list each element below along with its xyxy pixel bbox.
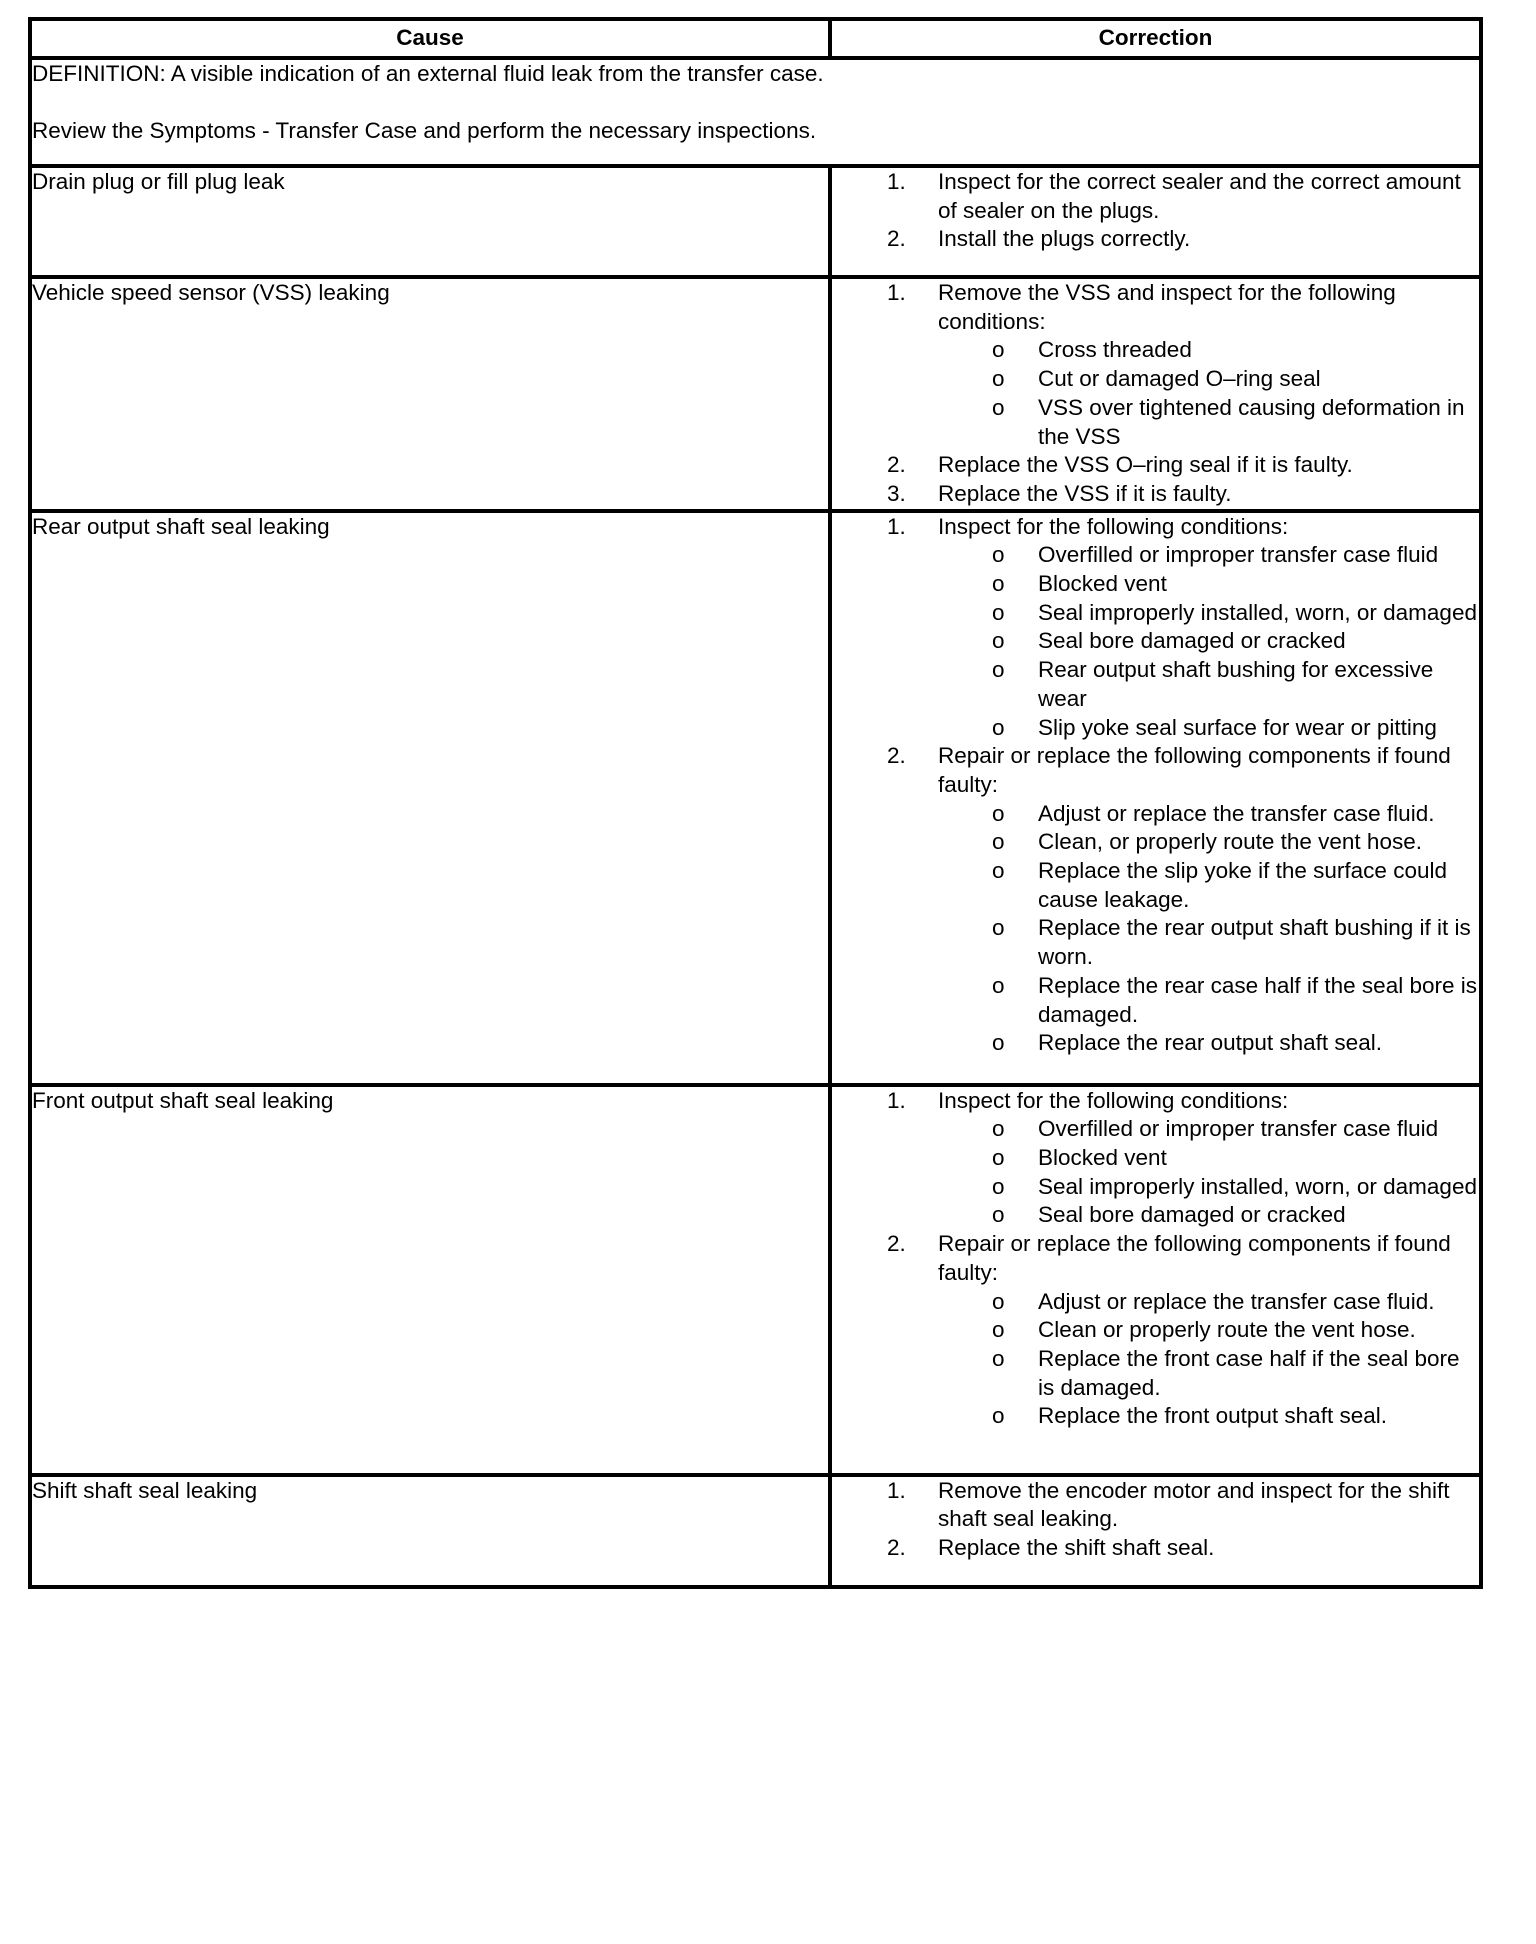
correction-step [832,279,1479,336]
definition-row [30,58,1481,166]
bullet-text: Replace the front case half if the seal bore is damaged. [1038,1345,1460,1400]
step-number: 2. [887,1535,906,1561]
bullet-icon: o [992,1345,1005,1371]
bullet-text: Replace the rear output shaft bushing if it is worn. [1038,915,1471,970]
step-text: Inspect for the following conditions: [938,1087,1289,1113]
bullet-text: Replace the rear case half if the seal bore is damaged. [1038,972,1477,1027]
step-number: 2. [887,1231,906,1257]
bullet-icon: o [992,972,1005,998]
correction-step [832,225,1479,254]
bullet-text: Blocked vent [1038,571,1167,597]
cause-cell: Front output shaft seal leaking [30,1085,830,1475]
bullet-item [832,1144,1479,1173]
bullet-icon: o [992,394,1005,420]
step-number: 1. [887,1087,906,1113]
step-text: Repair or replace the following components if found faulty: [938,743,1451,797]
correction-cell [830,1475,1481,1587]
bullet-icon: o [992,829,1005,855]
bullet-text: Adjust or replace the transfer case fluid. [1038,800,1435,826]
bullet-item [832,365,1479,394]
correction-cell [830,166,1481,277]
correction-step [832,1087,1479,1116]
correction-cell [830,511,1481,1085]
bullet-text: Overfilled or improper transfer case fluid [1038,1116,1439,1142]
bullet-icon: o [992,915,1005,941]
bullet-icon: o [992,1030,1005,1056]
bullet-item [832,1288,1479,1317]
bullet-item [832,1173,1479,1202]
cause-cell: Vehicle speed sensor (VSS) leaking [30,277,830,511]
bullet-icon: o [992,1116,1005,1142]
bullet-item [832,714,1479,743]
correction-step [832,1230,1479,1287]
bullet-text: Blocked vent [1038,1145,1167,1171]
review-text: Review the Symptoms - Transfer Case and perform the necessary inspections. [32,118,817,144]
bullet-icon: o [992,1145,1005,1171]
bullet-text: Clean or properly route the vent hose. [1038,1317,1416,1343]
step-number: 1. [887,169,906,194]
correction-step [832,513,1479,542]
bullet-item [832,828,1479,857]
step-number: 2. [887,743,906,769]
table-row [30,166,1481,277]
step-text: Replace the shift shaft seal. [938,1535,1215,1561]
bullet-text: Replace the front output shaft seal. [1038,1403,1387,1429]
step-text: Remove the encoder motor and inspect for the shift shaft seal leaking. [938,1477,1450,1532]
bullet-item [832,599,1479,628]
bullet-text: Replace the rear output shaft seal. [1038,1030,1382,1056]
correction-step [832,742,1479,799]
bullet-item [832,570,1479,599]
bullet-icon: o [992,1202,1005,1228]
bullet-text: Rear output shaft bushing for excessive wear [1038,657,1434,711]
bullet-text: Slip yoke seal surface for wear or pitting [1038,714,1437,740]
bullet-icon: o [992,542,1005,568]
header-cause: Cause [30,19,830,58]
bullet-item [832,914,1479,971]
bullet-text: Cross threaded [1038,337,1192,363]
correction-step [832,480,1479,509]
bullet-item [832,336,1479,365]
bullet-item [832,541,1479,570]
bullet-item [832,972,1479,1029]
step-number: 3. [887,480,906,506]
bullet-icon: o [992,628,1005,654]
step-text: Repair or replace the following components if found faulty: [938,1231,1451,1285]
bullet-text: Seal bore damaged or cracked [1038,628,1346,654]
bullet-text: Seal bore damaged or cracked [1038,1202,1346,1228]
bullet-icon: o [992,1403,1005,1429]
bullet-item [832,1115,1479,1144]
bullet-icon: o [992,366,1005,392]
table-row [30,1085,1481,1475]
bullet-text: Adjust or replace the transfer case fluid. [1038,1288,1435,1314]
step-number: 2. [887,452,906,478]
bullet-text: Seal improperly installed, worn, or damaged [1038,599,1477,625]
bullet-item [832,394,1479,451]
bullet-text: Replace the slip yoke if the surface could cause leakage. [1038,858,1447,912]
bullet-item [832,627,1479,656]
table-row [30,511,1481,1085]
cause-cell: Drain plug or fill plug leak [30,166,830,277]
correction-cell [830,1085,1481,1475]
header-row [30,19,1481,58]
step-text: Inspect for the following conditions: [938,513,1289,539]
table-row [30,277,1481,511]
diagnosis-table [28,17,1483,1589]
step-text: Replace the VSS O–ring seal if it is faulty. [938,452,1353,478]
table-row [30,1475,1481,1587]
step-number: 2. [887,226,906,252]
correction-step [832,168,1479,225]
bullet-icon: o [992,800,1005,826]
bullet-icon: o [992,337,1005,363]
step-number: 1. [887,1477,906,1503]
bullet-text: Overfilled or improper transfer case fluid [1038,542,1439,568]
bullet-text: Clean, or properly route the vent hose. [1038,829,1422,855]
step-number: 1. [887,513,906,539]
cause-cell: Shift shaft seal leaking [30,1475,830,1587]
step-number: 1. [887,280,906,305]
bullet-icon: o [992,858,1005,884]
bullet-icon: o [992,714,1005,740]
bullet-text: Cut or damaged O–ring seal [1038,366,1321,392]
bullet-icon: o [992,1173,1005,1199]
correction-step [832,451,1479,480]
bullet-text: Seal improperly installed, worn, or damaged [1038,1173,1477,1199]
step-text: Replace the VSS if it is faulty. [938,480,1232,506]
bullet-item [832,1345,1479,1402]
bullet-item [832,800,1479,829]
correction-step [832,1477,1479,1534]
definition-cell [30,58,1481,166]
correction-step [832,1534,1479,1563]
correction-cell [830,277,1481,511]
bullet-item [832,656,1479,713]
bullet-item [832,1201,1479,1230]
definition-text: DEFINITION: A visible indication of an external fluid leak from the transfer case. [32,61,824,86]
bullet-item [832,1316,1479,1345]
step-text: Inspect for the correct sealer and the correct amount of sealer on the plugs. [938,169,1461,223]
header-correction: Correction [830,19,1481,58]
bullet-icon: o [992,571,1005,597]
bullet-item [832,857,1479,914]
bullet-item [832,1402,1479,1431]
bullet-text: VSS over tightened causing deformation in the VSS [1038,394,1465,449]
bullet-icon: o [992,599,1005,625]
step-text: Remove the VSS and inspect for the following conditions: [938,280,1396,334]
bullet-icon: o [992,657,1005,683]
cause-cell: Rear output shaft seal leaking [30,511,830,1085]
step-text: Install the plugs correctly. [938,226,1191,252]
bullet-icon: o [992,1317,1005,1343]
bullet-icon: o [992,1288,1005,1314]
bullet-item [832,1029,1479,1058]
